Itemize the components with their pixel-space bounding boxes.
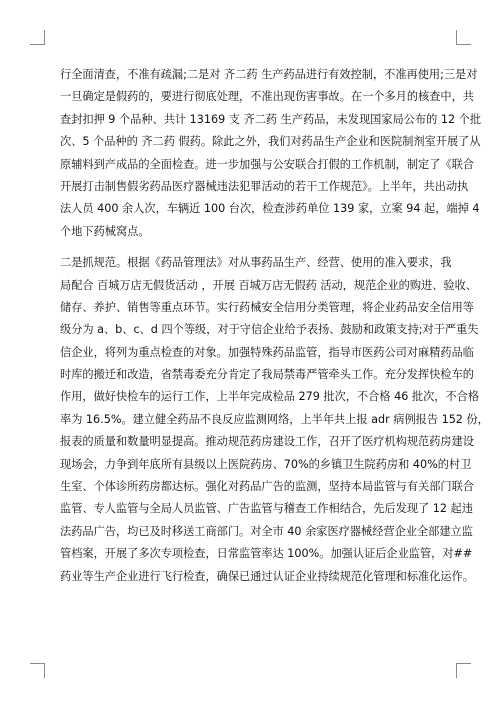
crop-mark-bottom-left [30,663,45,678]
text-line: 管档案，开展了多次专项检查，日常监管率达 100%。加强认证后企业监管，对## [60,547,473,561]
text-line: 现场会，力争到年底所有县级以上医院药房、70%的乡镇卫生院药房和 40%的村卫 [60,457,472,471]
text-line: 级分为 a、b、c、d 四个等级，对于守信企业给予表扬、鼓励和政策支持;对于严重失 [60,323,479,337]
text-line: 生室、个体诊所药房都达标。强化对药品广告的监测，坚持本局监管与有关部门联合 [60,480,474,494]
crop-mark-top-right [456,30,471,45]
text-line: 开展打击制售假劣药品医疗器械违法犯罪活动的若干工作规范》。上半年，共出动执 [60,179,469,193]
crop-mark-top-left [30,30,45,45]
text-line: 药业等生产企业进行飞行检查，确保已通过认证企业持续规范化管理和标准化运作。 [60,569,474,583]
paragraph-1 [60,64,482,243]
text-line: 法药品广告，均已及时移送工商部门。对全市 40 余家医疗器械经营企业全部建立监 [60,524,473,538]
text-line: 次、5 个品种的 齐二药 假药。除此之外，我们对药品生产企业和医院制剂室开展了从 [60,135,481,149]
paragraph-spacer [60,243,438,252]
text-line: 行全面清查，不准有疏漏;二是对 齐二药 生产药品进行有效控制，不准再使用;三是对 [60,68,478,81]
text-line: 信企业，将列为重点检查的对象。加强特殊药品监管，指导市医药公司对麻精药品临 [60,345,474,359]
text-line: 作用，做好快检车的运行工作，上半年完成检品 279 批次，不合格 46 批次，不合格 [60,390,480,404]
text-line: 报表的质量和数量明显提高。推动规范药房建设工作，召开了医疗机构规范药房建设 [60,435,474,449]
paragraph-2 [60,252,489,588]
text-line: 率为 16.5%。建立健全药品不良反应监测网络，上半年共上报 adr 病例报告 152 份， [60,412,489,426]
text-line: 原辅料到产成品的全面检查。进一步加强与公安联合打假的工作机制，制定了《联合 [60,157,474,171]
text-line: 法人员 400 余人次，车辆近 100 台次，检查涉药单位 139 家，立案 94 起，端掉 4 [60,202,480,216]
text-line: 一旦确定是假药的，要进行彻底处理，不准出现伤害事故。在一个多月的核查中，共 [60,90,474,104]
text-line: 局配合 百城万店无假货活动 ，开展 百城万店无假药 活动，规范企业的购进、验收、 [60,278,477,292]
text-line: 个地下药械窝点。 [60,224,150,238]
text-line: 二是抓规范。根据《药品管理法》对从事药品生产、经营、使用的准入要求，我 [60,256,452,270]
text-line: 查封扣押 9 个品种、共计 13169 支 齐二药 生产药品，未发现国家局公布的 12 个批 [60,112,482,126]
crop-mark-bottom-right [456,663,471,678]
text-line: 储存、养护、销售等重点环节。实行药械安全信用分类管理，将企业药品安全信用等 [60,300,474,314]
text-line: 时库的搬迁和改造，省禁毒委充分肯定了我局禁毒严管牵头工作。充分发挥快检车的 [60,368,474,382]
document-body [60,64,489,588]
text-line: 监管、专人监管与全局人员监管、广告监管与稽查工作相结合，先后发现了 12 起违 [60,502,473,516]
